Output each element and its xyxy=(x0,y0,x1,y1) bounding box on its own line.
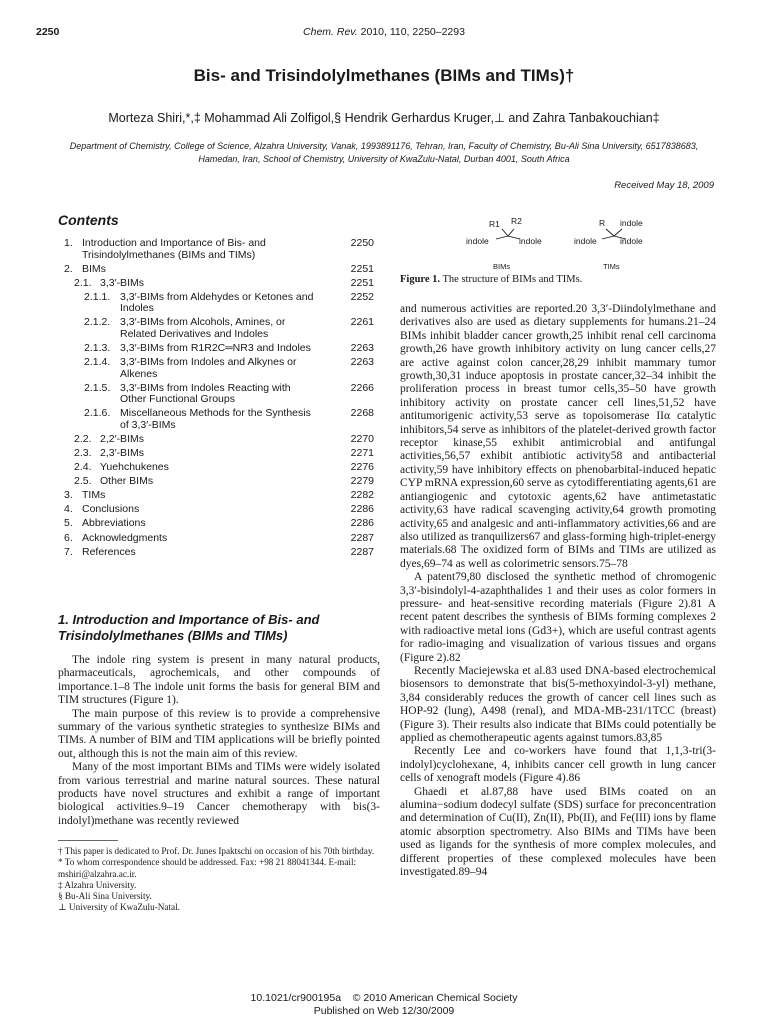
toc-entry-number: 2.1.1. xyxy=(84,290,111,303)
toc-entry-page: 2276 xyxy=(350,461,374,474)
toc-entry-title: 3,3′-BIMs from Alcohols, Amines, or Related Derivatives and Indoles xyxy=(120,316,286,340)
toc-entry[interactable] xyxy=(64,408,374,431)
paragraph: Recently Lee and co-workers have found that 1,1,3-tri(3-indolyl)cyclohexane, 4, inhibits cancer cell growth in lung cancer cells of xenograft models (Figure 4).86 xyxy=(400,745,716,785)
indole-label: indole xyxy=(620,218,643,228)
right-column-text xyxy=(400,303,716,879)
toc-entry[interactable] xyxy=(64,490,374,502)
copyright: © 2010 American Chemical Society xyxy=(352,992,518,1004)
paragraph: Ghaedi et al.87,88 have used BIMs coated on an alumina−sodium dodecyl sulfate (SDS) surface for preconcentration and determination of Cu(II), Zn(II), Pb(II), and Fe(III) ions by flame atomic absorption spectrometry. Also BIMs and TIMs have been used as ligands for the synthesis of more complex molecules, and different properties of these complexed molecules have been investigated.89–94 xyxy=(400,785,716,879)
bims-label: BIMs xyxy=(493,262,511,271)
toc-entry-page: 2286 xyxy=(350,503,374,516)
affiliations: Department of Chemistry, College of Science, Alzahra University, Vanak, 1993891176, Tehran, Iran, Faculty of Chemistry, Bu-Ali Sina University, 6517838683, Hamedan, Iran, School of Chemistry, University of KwaZulu-Natal, Durban 4001, South Africa xyxy=(69,141,699,164)
toc-entry[interactable] xyxy=(64,504,374,516)
toc-entry-number: 7. xyxy=(64,545,73,558)
toc-entry-number: 2.1.4. xyxy=(84,356,111,369)
toc-entry-page: 2251 xyxy=(350,262,374,275)
toc-entry-number: 5. xyxy=(64,517,73,530)
toc-entry-page: 2271 xyxy=(350,446,374,459)
indole-label: indole xyxy=(620,236,643,246)
footnote: § Bu-Ali Sina University. xyxy=(58,891,152,902)
toc-entry-number: 1. xyxy=(64,237,73,249)
paragraph: Many of the most important BIMs and TIMs were widely isolated from various terrestrial and marine natural sources. These natural products have novel structures and exhibit a range of important biological activities.9–19 Cancer chemotherapy with bis(3-indolyl)methane was recently reviewed xyxy=(58,761,380,827)
toc-entry-page: 2263 xyxy=(350,356,374,369)
toc-entry[interactable] xyxy=(64,264,374,276)
toc-entry-page: 2287 xyxy=(350,545,374,558)
toc-entry-number: 2. xyxy=(64,262,73,275)
paragraph: A patent79,80 disclosed the synthetic method of chromogenic 3,3′-bisindolyl-4-azaphthalides 1 and their uses as color formers in pressure- and heat-sensitive recording materials (Figure 2).81 A recent patent describes the synthesis of BIMs forming complexes 2 with radioactive metal ions (Gd3+), which are useful contrast agents for radio-imaging and visualization of various tissues and organs (Figure 2).82 xyxy=(400,571,716,664)
footnote: ⊥ University of KwaZulu-Natal. xyxy=(58,902,180,913)
toc-entry-title: 3,3′-BIMs from Indoles Reacting with Other Functional Groups xyxy=(120,381,291,406)
journal-name: Chem. Rev. xyxy=(303,26,358,38)
page-number: 2250 xyxy=(36,26,60,38)
figure-caption-label: Figure 1. xyxy=(400,274,441,285)
toc-entry-number: 2.3. xyxy=(74,446,92,459)
footnote: † This paper is dedicated to Prof. Dr. Junes Ipaktschi on occasion of his 70th birthday. xyxy=(58,846,375,856)
toc-entry-number: 2.1.2. xyxy=(84,316,111,329)
paragraph: The main purpose of this review is to provide a comprehensive summary of the various synthetic strategies to synthesize BIMs and TIMs. A number of BIM and TIM applications will be briefly pointed out, although this is not the main aim of this review. xyxy=(58,707,380,760)
toc-entry-page: 2287 xyxy=(350,531,374,544)
toc-entry-number: 2.1.5. xyxy=(84,381,111,394)
table-of-contents xyxy=(64,238,374,561)
toc-entry-page: 2266 xyxy=(350,381,374,394)
toc-entry[interactable] xyxy=(64,238,374,261)
toc-entry[interactable] xyxy=(64,462,374,474)
toc-entry[interactable] xyxy=(64,383,374,406)
indole-label: indole xyxy=(519,236,542,246)
toc-entry-page: 2261 xyxy=(350,316,374,329)
journal-volume-pages: 2010, 110, 2250–2293 xyxy=(360,26,465,38)
left-column-text xyxy=(58,654,380,828)
toc-entry-title: Other BIMs xyxy=(100,475,154,488)
section-heading: 1. Introduction and Importance of Bis- and Trisindolylmethanes (BIMs and TIMs) xyxy=(58,612,320,643)
toc-entry-number: 2.1.6. xyxy=(84,407,111,420)
journal-citation xyxy=(0,26,768,38)
r1-label: R1 xyxy=(489,219,500,229)
toc-entry-page: 2286 xyxy=(350,517,374,530)
toc-entry-page: 2279 xyxy=(350,475,374,488)
toc-entry-title: 3,3′-BIMs from R1R2C═NR3 and Indoles xyxy=(120,341,311,354)
toc-entry-title: 3,3′-BIMs from Aldehydes or Ketones and Indoles xyxy=(120,290,314,315)
toc-entry-page: 2251 xyxy=(350,276,374,289)
toc-entry-number: 2.4. xyxy=(74,461,92,474)
indole-label: indole xyxy=(574,236,597,246)
toc-entry-title: Abbreviations xyxy=(82,517,146,530)
toc-entry-page: 2270 xyxy=(350,432,374,445)
footnote: ‡ Alzahra University. xyxy=(58,879,137,890)
toc-entry-number: 6. xyxy=(64,531,73,544)
toc-entry[interactable] xyxy=(64,278,374,290)
toc-entry-page: 2252 xyxy=(350,290,374,303)
toc-entry-title: Yuehchukenes xyxy=(100,461,169,474)
toc-entry[interactable] xyxy=(64,292,374,315)
indole-label: indole xyxy=(466,236,489,246)
toc-entry-title: Conclusions xyxy=(82,503,140,516)
toc-entry-number: 4. xyxy=(64,503,73,516)
toc-entry[interactable] xyxy=(64,448,374,460)
toc-entry-page: 2250 xyxy=(350,237,374,249)
toc-entry[interactable] xyxy=(64,317,374,340)
toc-entry-number: 2.1. xyxy=(74,276,92,289)
toc-entry-title: Miscellaneous Methods for the Synthesis of 3,3′-BIMs xyxy=(120,407,311,431)
published-date: Published on Web 12/30/2009 xyxy=(313,1005,455,1017)
toc-entry-title: 2,3′-BIMs xyxy=(100,446,144,459)
toc-entry[interactable] xyxy=(64,434,374,446)
toc-entry-title: Introduction and Importance of Bis- and Trisindolylmethanes (BIMs and TIMs) xyxy=(82,237,266,261)
footnote: * To whom correspondence should be addressed. Fax: +98 21 88041344. E-mail: mshiri@alzahra.ac.ir. xyxy=(58,857,357,879)
paragraph: and numerous activities are reported.20 3,3′-Diindolylmethane and derivatives also are used as dietary supplements for humans.21–24 BIMs inhibit bladder cancer growth,25 inhibit renal cell carcinoma growth,26 have growth inhibitory activity on lung cancer cells,27 are active against colon cancer,28,29 inhibit mammary tumor growth,30,31 induce apoptosis in prostate cancer,32–34 inhibit the proliferation process in breast tumor cells,35–50 have growth inhibitory activity on prostate cancer cell lines,51,52 have antitumorigenic activity,53 serve as topoisomerase IIα catalytic inhibitors,54 serve as inhibitors of the platelet-derived growth factor receptor kinase,55 exhibit antimicrobial and antifungal activities,56,57 exhibit antibiotic activity58 and antibacterial activity,59 have inhibitory effects on phenobarbital-induced hepatic CYP mRNA expression,60 serve as cytodifferentiating agents,61 are antiangiogenic and cytotoxic agents,62 have antimetastatic activity,63 have radical scavenging activity,64 growth promoting activity,65 and analgesic and anti-inflammatory activities,66 and are also utilized as tranquilizers67 and glass-forming high-triplet-energy materials.68 The oxidized form of BIMs and TIMs are utilized as dyes,69–74 as well as colorimetric sensors.75–78 xyxy=(400,303,716,570)
r2-label: R2 xyxy=(511,216,522,226)
paragraph: The indole ring system is present in many natural products, pharmaceuticals, agrochemicals, and other compounds of importance.1–8 The indole unit forms the basis for general BIM and TIM structures (Figure 1). xyxy=(58,654,380,707)
toc-entry-number: 2.5. xyxy=(74,475,92,488)
toc-entry-title: BIMs xyxy=(82,262,106,275)
footnote-divider xyxy=(58,840,118,841)
toc-entry[interactable] xyxy=(64,343,374,355)
toc-entry-page: 2282 xyxy=(350,489,374,502)
article-title: Bis- and Trisindolylmethanes (BIMs and TIMs)† xyxy=(193,66,575,85)
toc-entry-title: References xyxy=(82,545,136,558)
toc-entry-number: 3. xyxy=(64,489,73,502)
footer-line-1 xyxy=(0,992,768,1005)
toc-entry-number: 2.1.3. xyxy=(84,341,111,354)
author-list: Morteza Shiri,*,‡ Mohammad Ali Zolfigol,§ Hendrik Gerhardus Kruger,⊥ and Zahra Tanbakouchian‡ xyxy=(108,111,660,125)
toc-entry-page: 2268 xyxy=(350,407,374,420)
figure-1-caption xyxy=(400,274,716,285)
page-footer xyxy=(0,992,768,1018)
footnotes xyxy=(58,846,380,914)
toc-entry[interactable] xyxy=(64,357,374,380)
toc-entry-number: 2.2. xyxy=(74,432,92,445)
toc-entry[interactable] xyxy=(64,518,374,530)
toc-entry[interactable] xyxy=(64,547,374,559)
toc-entry-title: 3,3′-BIMs from Indoles and Alkynes or Alkenes xyxy=(120,356,297,380)
toc-entry[interactable] xyxy=(64,476,374,488)
tims-label: TIMs xyxy=(603,262,620,271)
toc-entry-title: TIMs xyxy=(82,489,106,502)
toc-entry-title: Acknowledgments xyxy=(82,531,168,544)
toc-entry[interactable] xyxy=(64,533,374,545)
r-label: R xyxy=(599,218,606,228)
contents-heading: Contents xyxy=(58,212,119,228)
received-date: Received May 18, 2009 xyxy=(614,180,714,191)
toc-entry-title: 2,2′-BIMs xyxy=(100,432,144,445)
toc-entry-page: 2263 xyxy=(350,341,374,354)
figure-caption-text: The structure of BIMs and TIMs. xyxy=(442,274,583,285)
toc-entry-title: 3,3′-BIMs xyxy=(100,276,144,289)
doi: 10.1021/cr900195a xyxy=(250,992,342,1004)
paragraph: Recently Maciejewska et al.83 used DNA-based electrochemical biosensors to demonstrate that bis(5-methoxyindol-3-yl) methane, 3,84 considerably reduces the growth of cancer cell lines such as HOP-92 (lung), A498 (renal), and MDA-MB-231/1TCC (breast) (Figure 3). Their results also indicate that BIMs could potentially be applied as chemotherapeutic agents against tumors.83,85 xyxy=(400,664,716,744)
